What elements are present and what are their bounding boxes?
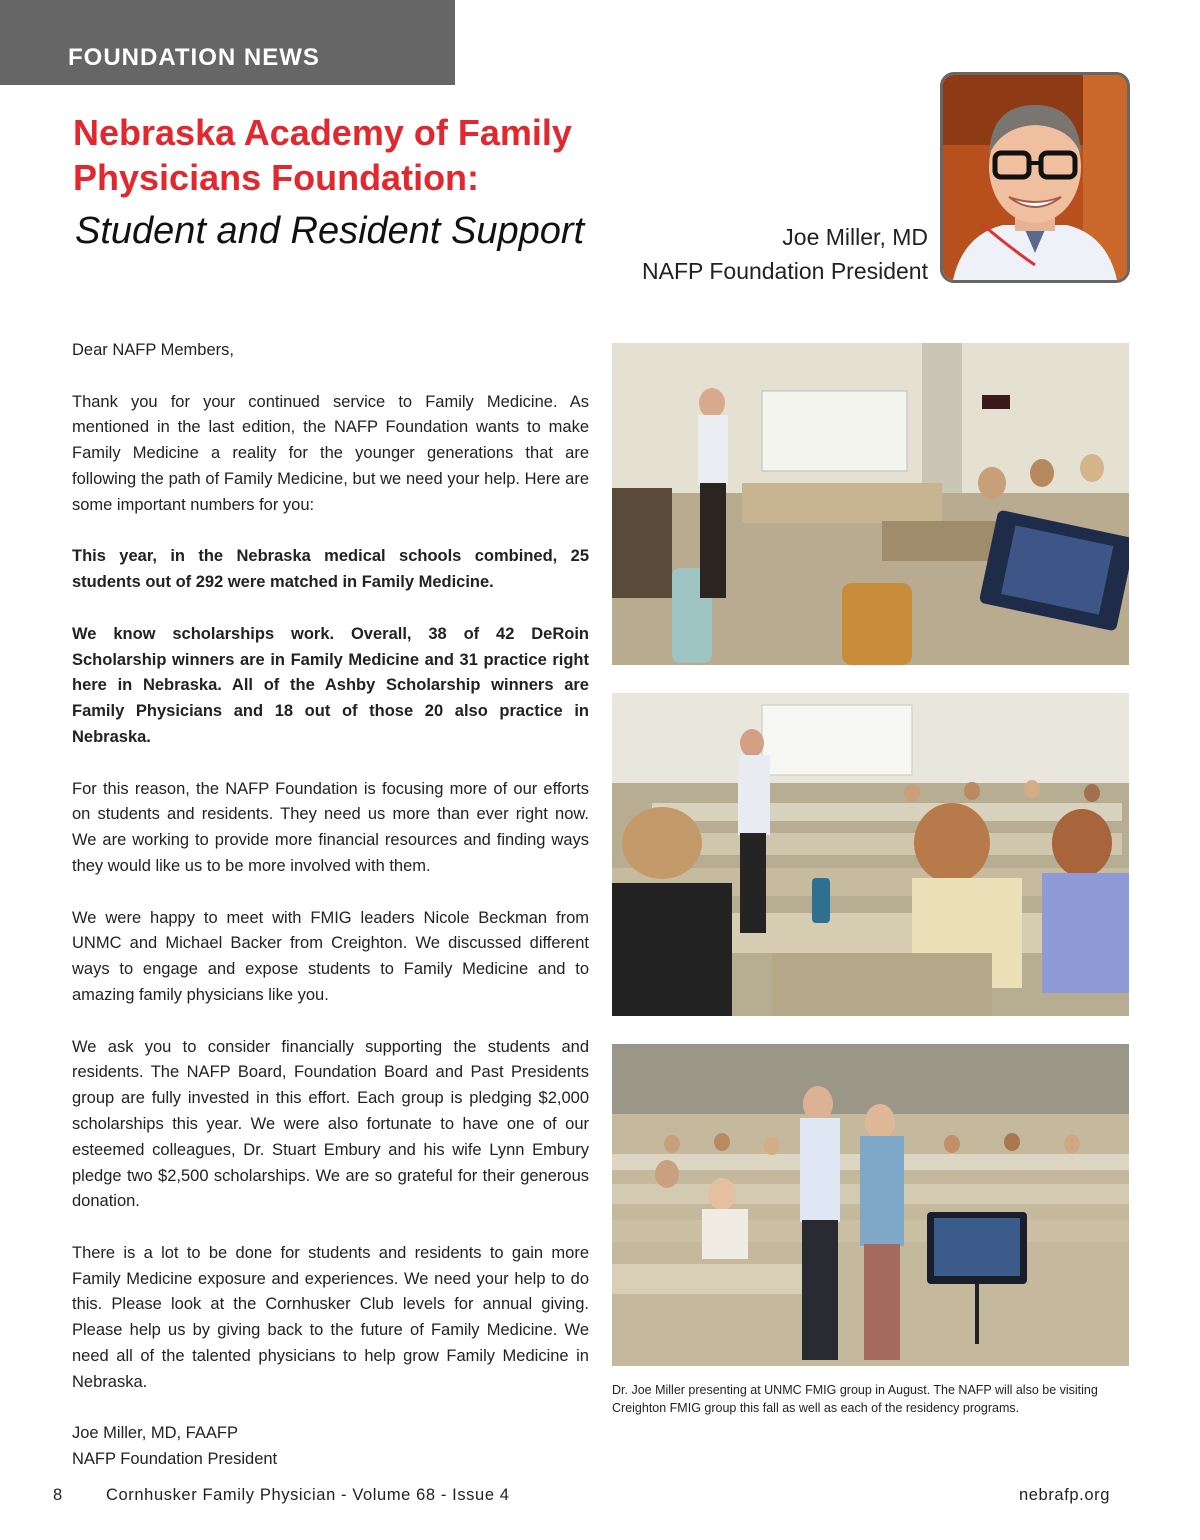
author-role: NAFP Foundation President bbox=[642, 258, 928, 284]
letter-paragraph-6: We ask you to consider financially supporting the students and residents. The NAFP Board, Foundation Board and Past Presidents group are fully invested in this effort. Each group is pledging $2,000 scholarships this year. We were also fortunate to have one of our esteemed colleagues, Dr. Stuart Embury and his wife Lynn Embury pledge two $2,500 scholarships. We are so grateful for their generous donation. bbox=[72, 1037, 589, 1211]
article-subtitle: Student and Resident Support bbox=[75, 210, 585, 252]
photo-caption: Dr. Joe Miller presenting at UNMC FMIG group in August. The NAFP will also be visiting Creighton FMIG group this fall as well as each of the residency programs. bbox=[612, 1383, 1098, 1415]
title-line-2: Physicians Foundation: bbox=[73, 157, 480, 198]
page-number: 8 bbox=[53, 1486, 63, 1504]
letter-paragraph-2: This year, in the Nebraska medical schools combined, 25 students out of 292 were matched in Family Medicine. bbox=[72, 547, 589, 592]
letter-greeting: Dear NAFP Members, bbox=[72, 341, 234, 359]
photo-lecture-hall bbox=[612, 693, 1129, 1016]
publication-title: Cornhusker Family Physician - Volume 68 - Issue 4 bbox=[106, 1486, 510, 1504]
signature-name: Joe Miller, MD, FAAFP bbox=[72, 1424, 238, 1443]
photo-presentation-front bbox=[612, 343, 1129, 665]
letter-paragraph-4: For this reason, the NAFP Foundation is focusing more of our efforts on students and residents. They need us more than ever right now. We are working to provide more financial resources and finding ways they would like us to be more involved with them. bbox=[72, 779, 589, 875]
section-label: FOUNDATION NEWS bbox=[68, 44, 320, 71]
title-line-1: Nebraska Academy of Family bbox=[73, 112, 572, 153]
author-byline bbox=[642, 220, 928, 288]
signature-role: NAFP Foundation President bbox=[72, 1450, 278, 1469]
portrait-illustration bbox=[943, 75, 1127, 280]
article-title bbox=[73, 110, 693, 200]
classroom-photo-3 bbox=[612, 1044, 1129, 1366]
letter-body bbox=[72, 338, 589, 1473]
photo-presenters-standing bbox=[612, 1044, 1129, 1366]
letter-paragraph-5: We were happy to meet with FMIG leaders Nicole Beckman from UNMC and Michael Backer from Creighton. We discussed different ways to engage and expose students to Family Medicine and to amazing family physicians like you. bbox=[72, 908, 589, 1004]
classroom-photo-2 bbox=[612, 693, 1129, 1016]
letter-paragraph-3: We know scholarships work. Overall, 38 of 42 DeRoin Scholarship winners are in Family Medicine and 31 practice right here in Nebraska. All of the Ashby Scholarship winners are Family Physicians and 18 out of those 20 also practice in Nebraska. bbox=[72, 624, 589, 746]
letter-paragraph-7: There is a lot to be done for students and residents to gain more Family Medicine exposure and experiences. We need your help to do this. Please look at the Cornhusker Club levels for annual giving. Please help us by giving back to the future of Family Medicine. We need all of the talented physicians to help grow Family Medicine in Nebraska. bbox=[72, 1243, 589, 1391]
letter-paragraph-1: Thank you for your continued service to Family Medicine. As mentioned in the last edition, the NAFP Foundation wants to make Family Medicine a reality for the younger generations that are following the path of Family Medicine, but we need your help. Here are some important numbers for you: bbox=[72, 392, 589, 514]
author-name: Joe Miller, MD bbox=[782, 224, 928, 250]
website-url: nebrafp.org bbox=[1019, 1486, 1110, 1504]
classroom-photo-1 bbox=[612, 343, 1129, 665]
section-banner bbox=[0, 0, 455, 85]
author-portrait bbox=[940, 72, 1130, 283]
